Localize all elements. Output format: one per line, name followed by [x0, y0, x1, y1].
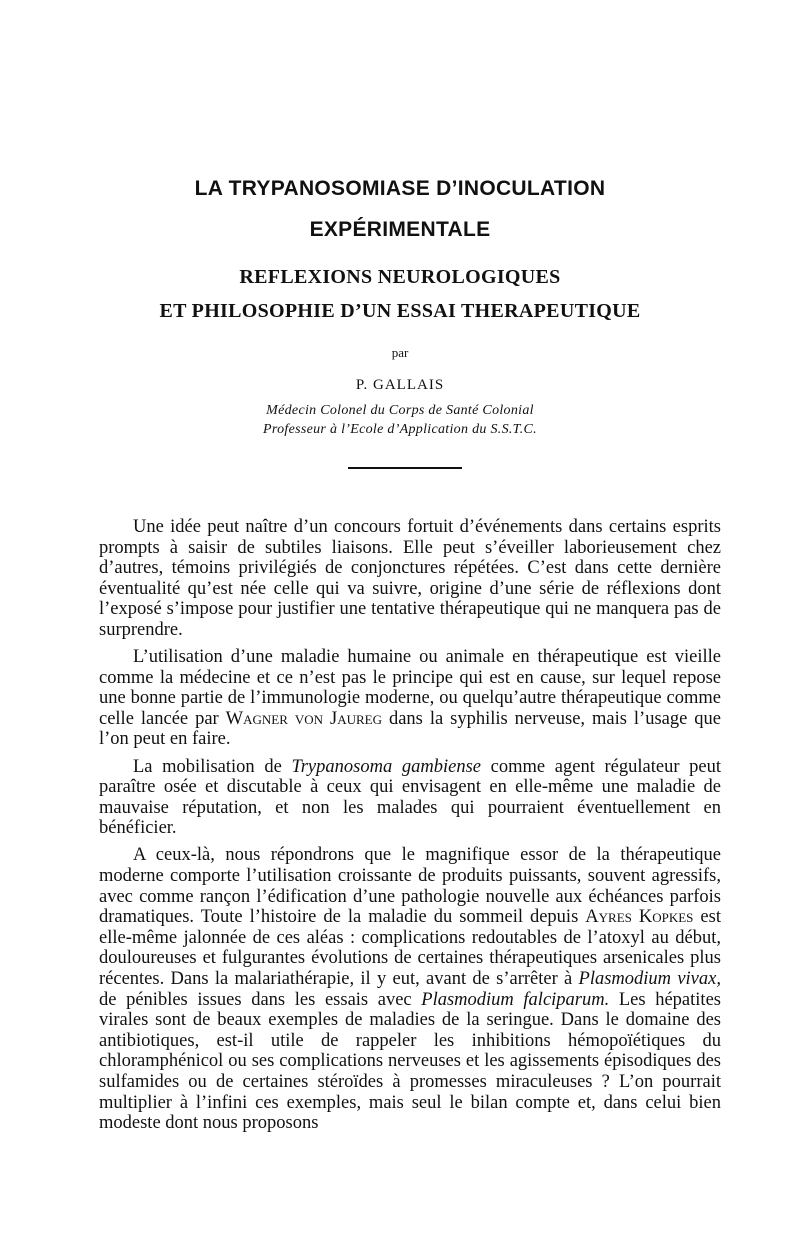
byline-par: par: [391, 345, 409, 360]
author-affiliation-1: Médecin Colonel du Corps de Santé Colonial: [266, 403, 534, 418]
paragraph-4-text-c: de pénibles issues dans les essais avec: [99, 989, 422, 1010]
article-title-line-2: EXPÉRIMENTALE: [309, 218, 491, 241]
paragraph-2-text-a: L’utilisation d’une maladie humaine ou animale en thérapeutique est vieille comme la médecine et ce n’est pas le principe qui est en cause, sur lequel repose une bonne partie de l’immunologie moderne, ou quelqu’autre thérapeutique comme celle lancée par: [99, 647, 721, 729]
paragraph-3: [99, 757, 721, 839]
paragraph-2: [99, 647, 721, 750]
article-subtitle-line-2: ET PHILOSOPHIE D’UN ESSAI THERAPEUTIQUE: [159, 300, 641, 322]
article-subtitle-line-1: REFLEXIONS NEUROLOGIQUES: [239, 266, 561, 288]
species-trypanosoma: Trypanosoma gambiense: [291, 756, 481, 777]
person-name-wagner: Wagner von Jaureg: [225, 708, 382, 729]
species-plasmodium-falciparum: Plasmodium falciparum.: [421, 989, 610, 1010]
author-affiliation-2: Professeur à l’Ecole d’Application du S.S.T.C.: [263, 422, 537, 437]
paragraph-1: Une idée peut naître d’un concours fortuit d’événements dans certains esprits prompts à saisir de subtiles liaisons. Elle peut s’éveiller laborieusement chez d’autres, témoins privilégiés de conjonctures répétées. C’est dans cette dernière éventualité qu’est née celle qui va suivre, origine d’une série de réflexions dont l’exposé s’impose pour justifier une tentative thérapeutique qui ne manquera pas de surprendre.: [99, 517, 721, 640]
paragraph-4-text-b: est elle-même jalonnée de ces aléas : complications redoutables de l’atoxyl au début, douloureuses et fulgurantes évolutions de certaines thérapeutiques arsenicales plus récentes. Dans la malariathérapie, il y eut, avant de s’arrêter à: [99, 907, 721, 989]
person-name-ayres-kopkes: Ayres Kopkes: [585, 907, 694, 928]
paragraph-4-text-a: A ceux-là, nous répondrons que le magnifique essor de la thérapeutique moderne comporte l’utilisation croissante de produits puissants, souvent agressifs, avec comme rançon l’édification d’une pathologie nouvelle aux échéances parfois dramatiques. Toute l’histoire de la maladie du sommeil depuis: [99, 845, 721, 928]
paragraph-2-text-b: dans la syphilis nerveuse, mais l’usage que l’on peut en faire.: [99, 708, 721, 750]
article-body: [99, 517, 721, 1134]
article-title-line-1: LA TRYPANOSOMIASE D’INOCULATION: [194, 177, 606, 200]
paragraph-4: [99, 845, 721, 1133]
paragraph-4-text-d: Les hépatites virales sont de beaux exemples de maladies de la seringue. Dans le domaine des antibiotiques, est-il utile de rappeler les inhibitions hémopoïétiques du chloramphénicol ou ses complications nerveuses et les agissements épisodiques des sulfamides ou de certaines stéroïdes à promesses miraculeuses ? L’on pourrait multiplier à l’infini ces exemples, mais seul le bilan compte et, dans celui bien modeste dont nous proposons: [99, 989, 721, 1134]
paragraph-3-text-a: La mobilisation de: [133, 756, 292, 777]
paragraph-3-text-b: comme agent régulateur peut paraître osée et discutable à ceux qui envisagent en elle-même une maladie de mauvaise réputation, et non les malades qui pourraient éventuellement en bénéficier.: [99, 756, 721, 839]
species-plasmodium-vivax: Plasmodium vivax,: [578, 968, 721, 989]
separator-rule: [348, 467, 462, 469]
author-name: P. GALLAIS: [355, 377, 445, 393]
